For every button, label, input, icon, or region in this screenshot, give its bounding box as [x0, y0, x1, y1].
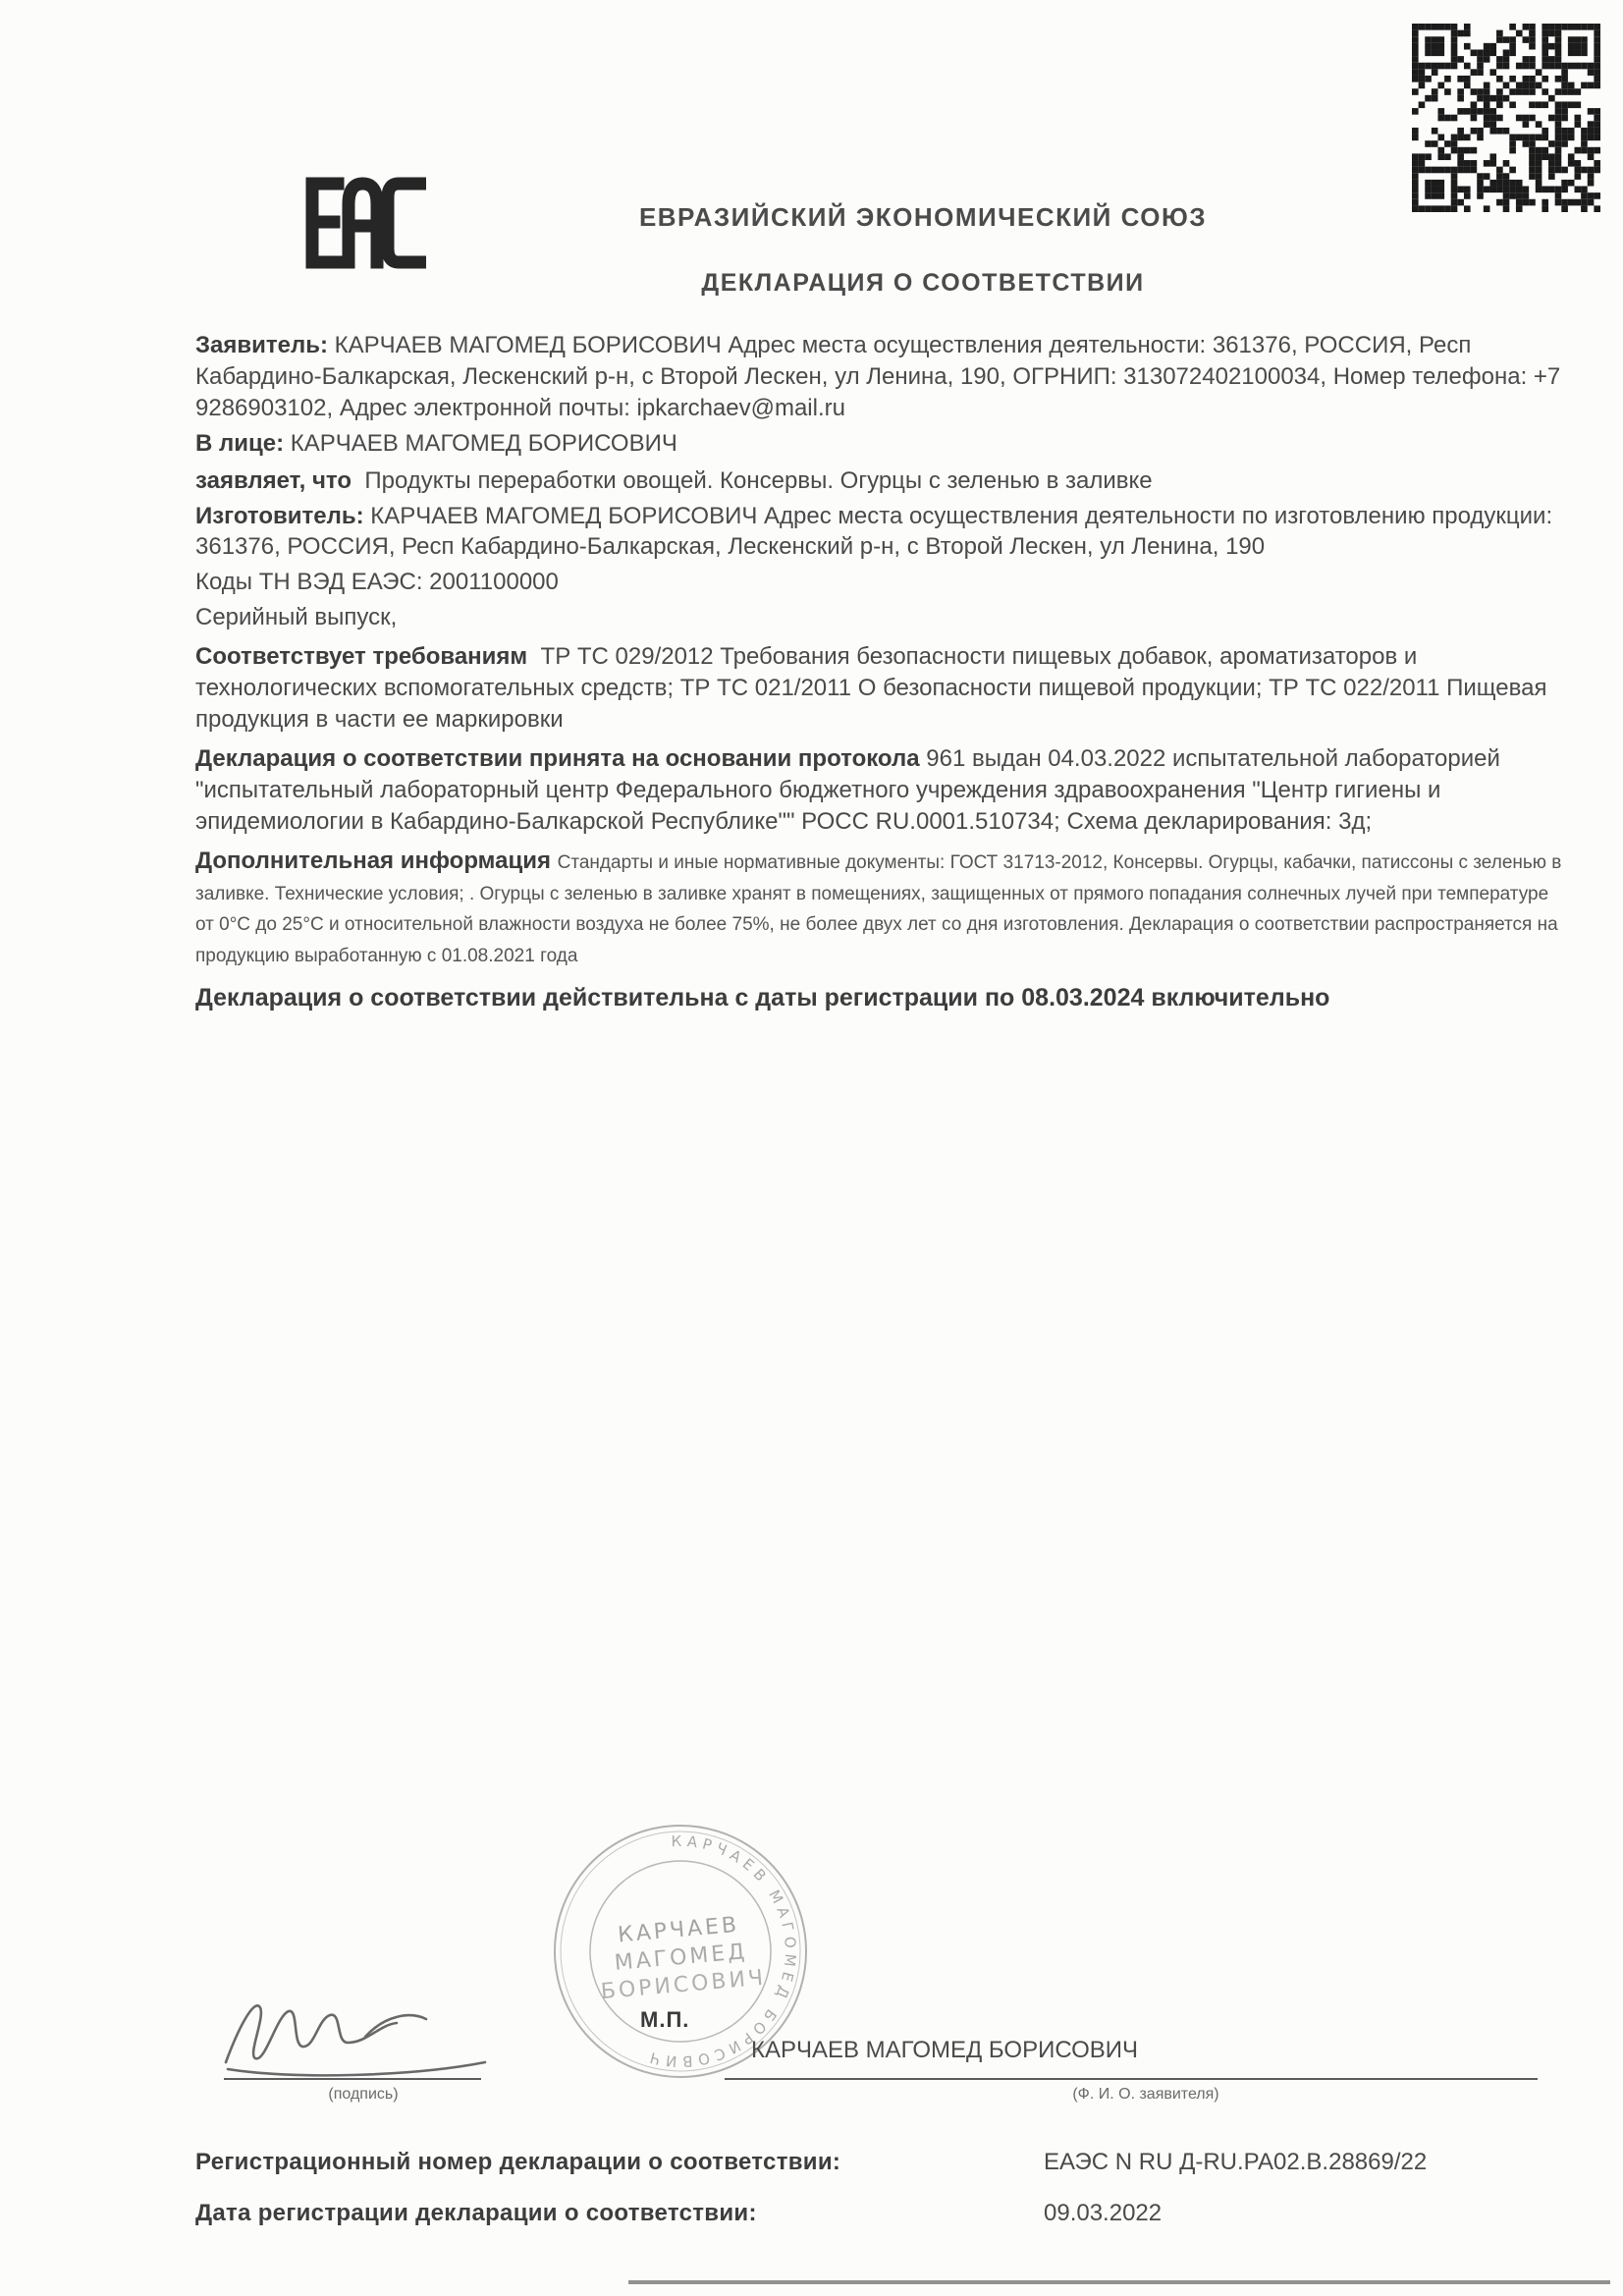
- stamp-line-2: МАГОМЕД: [613, 1940, 749, 1976]
- in-person-text: КАРЧАЕВ МАГОМЕД БОРИСОВИЧ: [290, 429, 677, 457]
- signature: [218, 1986, 498, 2082]
- in-person-paragraph: [195, 428, 1568, 460]
- additional-label: Дополнительная информация: [195, 847, 551, 874]
- complies-paragraph: [195, 641, 1568, 736]
- qr-code: [1412, 24, 1600, 212]
- stamp-ring-text: КАРЧАЕВ МАГОМЕД БОРИСОВИЧ: [643, 1831, 800, 2071]
- additional-paragraph: [195, 846, 1568, 971]
- in-person-label: В лице:: [195, 429, 285, 457]
- registration-number-value: ЕАЭС N RU Д-RU.РА02.В.28869/22: [1044, 2149, 1428, 2175]
- stamp-place-mark: М.П.: [640, 2007, 690, 2032]
- fio-line: [725, 2078, 1538, 2080]
- complies-label: Соответствует требованиям: [195, 643, 528, 671]
- document-body: [195, 330, 1568, 1019]
- basis-text: 961 выдан 04.03.2022 испытательной лабораторией "испытательный лабораторный центр Федерального бюджетного учреждения здравоохранения "Центр гигиены и эпидемиологии в Кабардино-Балкарской Республике"" РОСС RU.0001.510734; Схема декларирования: 3д;: [195, 744, 1500, 835]
- basis-label: Декларация о соответствии принята на основании протокола: [195, 744, 920, 772]
- union-title: ЕВРАЗИЙСКИЙ ЭКОНОМИЧЕСКИЙ СОЮЗ: [638, 202, 1208, 232]
- fio-caption: (Ф. И. О. заявителя): [1072, 2086, 1219, 2103]
- tnved-line: Коды ТН ВЭД ЕАЭС: 2001100000: [195, 569, 559, 596]
- applicant-fio-name: КАРЧАЕВ МАГОМЕД БОРИСОВИЧ: [751, 2037, 1139, 2063]
- scan-edge-artifact: [628, 2280, 1610, 2284]
- applicant-text: КАРЧАЕВ МАГОМЕД БОРИСОВИЧ Адрес места осуществления деятельности: 361376, РОССИЯ, Респ Кабардино-Балкарская, Лескенский р-н, с Второй Лескен, ул Ленина, 190, ОГРНИП: 313072402100034, Номер телефона: +7 9286903102, Адрес электронной почты: ipkarchaev@mail.ru: [195, 332, 1561, 421]
- basis-paragraph: [195, 743, 1568, 838]
- complies-text: ТР ТС 029/2012 Требования безопасности пищевых добавок, ароматизаторов и технологических вспомогательных средств; ТР ТС 021/2011 О безопасности пищевой продукции; ТР ТС 022/2011 Пищевая продукция в части ее маркировки: [195, 643, 1547, 733]
- signature-caption: (подпись): [328, 2086, 399, 2103]
- qr-code-pattern: [1412, 24, 1600, 212]
- signature-stroke: [218, 1986, 498, 2082]
- validity-paragraph: Декларация о соответствии действительна с даты регистрации по 08.03.2024 включительно: [195, 984, 1330, 1012]
- stamp-line-3: БОРИСОВИЧ: [600, 1965, 768, 2005]
- manufacturer-paragraph: [195, 501, 1568, 564]
- document-title: ДЕКЛАРАЦИЯ О СООТВЕТСТВИИ: [701, 269, 1145, 297]
- registration-date-value: 09.03.2022: [1044, 2200, 1163, 2226]
- manufacturer-text: КАРЧАЕВ МАГОМЕД БОРИСОВИЧ Адрес места осуществления деятельности по изготовлению продукции: 361376, РОССИЯ, Респ Кабардино-Балкарская, Лескенский р-н, с Второй Лескен, ул Ленина, 190: [195, 502, 1553, 561]
- applicant-label: Заявитель:: [195, 332, 328, 358]
- declares-label: заявляет, что: [195, 466, 352, 494]
- signature-line: [224, 2078, 481, 2080]
- registration-date-label: Дата регистрации декларации о соответствии:: [195, 2200, 757, 2226]
- serial-line: Серийный выпуск,: [195, 604, 398, 631]
- registration-number-label: Регистрационный номер декларации о соответствии:: [195, 2149, 841, 2175]
- declares-paragraph: [195, 465, 1568, 497]
- stamp-line-1: КАРЧАЕВ: [617, 1912, 741, 1948]
- manufacturer-label: Изготовитель:: [195, 502, 364, 529]
- additional-text: Стандарты и иные нормативные документы: ГОСТ 31713-2012, Консервы. Огурцы, кабачки, патиссоны с зеленью в заливке. Технические условия; . Огурцы с зеленью в заливке хранят в помещениях, защищенных от прямого попадания солнечных лучей при температуре от 0°С до 25°С и относительной влажности воздуха не более 75%, не более двух лет со дня изготовления. Декларация о соответствии распространяется на продукцию выработанную с 01.08.2021 года: [195, 851, 1562, 967]
- declares-text: Продукты переработки овощей. Консервы. Огурцы с зеленью в заливке: [364, 466, 1153, 494]
- applicant-paragraph: [195, 330, 1568, 424]
